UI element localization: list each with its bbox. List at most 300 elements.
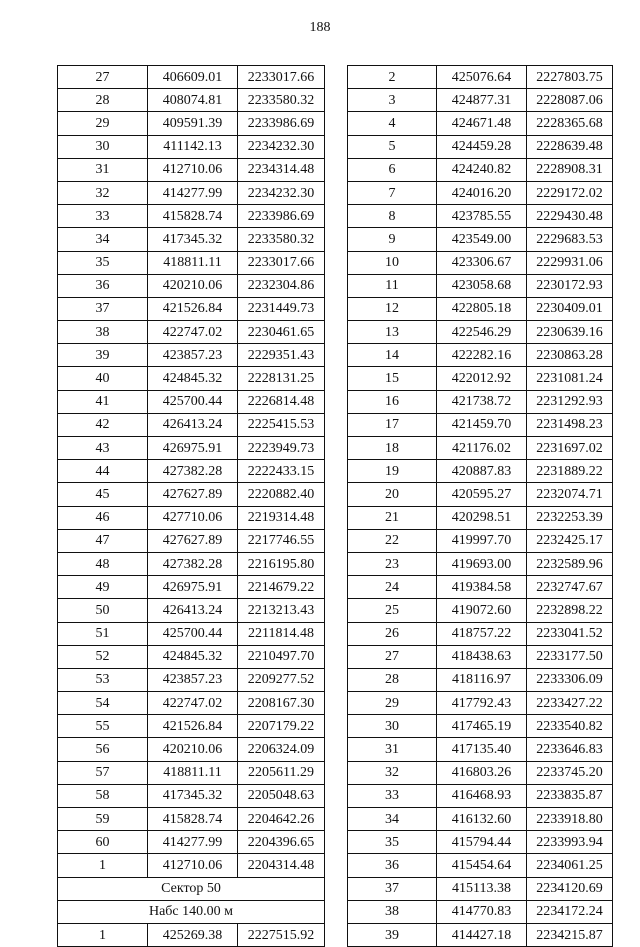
table-row: [348, 297, 613, 320]
point-number-cell: 1: [58, 854, 148, 877]
point-number-cell: 46: [58, 506, 148, 529]
x-coordinate-cell: 421176.02: [437, 437, 527, 460]
y-coordinate-cell: 2233580.32: [238, 89, 325, 112]
y-coordinate-cell: 2234120.69: [527, 877, 613, 900]
y-coordinate-cell: 2232898.22: [527, 599, 613, 622]
table-row: [348, 692, 613, 715]
table-row: [58, 158, 325, 181]
point-number-cell: 47: [58, 529, 148, 552]
table-row: [58, 367, 325, 390]
point-number-cell: 60: [58, 831, 148, 854]
y-coordinate-cell: 2230461.65: [238, 321, 325, 344]
x-coordinate-cell: 422747.02: [148, 692, 238, 715]
point-number-cell: 29: [58, 112, 148, 135]
y-coordinate-cell: 2227803.75: [527, 66, 613, 89]
y-coordinate-cell: 2222433.15: [238, 460, 325, 483]
y-coordinate-cell: 2228365.68: [527, 112, 613, 135]
coordinates-table-right: [347, 65, 613, 947]
point-number-cell: 22: [348, 529, 437, 552]
y-coordinate-cell: 2231697.02: [527, 437, 613, 460]
x-coordinate-cell: 420210.06: [148, 274, 238, 297]
y-coordinate-cell: 2228131.25: [238, 367, 325, 390]
table-row: [348, 923, 613, 946]
x-coordinate-cell: 415454.64: [437, 854, 527, 877]
x-coordinate-cell: 427627.89: [148, 529, 238, 552]
x-coordinate-cell: 414277.99: [148, 831, 238, 854]
x-coordinate-cell: 417465.19: [437, 715, 527, 738]
table-row: [348, 89, 613, 112]
x-coordinate-cell: 417135.40: [437, 738, 527, 761]
table-row: [348, 321, 613, 344]
y-coordinate-cell: 2228639.48: [527, 135, 613, 158]
x-coordinate-cell: 422805.18: [437, 297, 527, 320]
table-row: [58, 784, 325, 807]
table-row: [58, 576, 325, 599]
y-coordinate-cell: 2233427.22: [527, 692, 613, 715]
x-coordinate-cell: 408074.81: [148, 89, 238, 112]
table-row: [58, 483, 325, 506]
y-coordinate-cell: 2233835.87: [527, 784, 613, 807]
y-coordinate-cell: 2213213.43: [238, 599, 325, 622]
x-coordinate-cell: 418116.97: [437, 668, 527, 691]
table-row: [58, 390, 325, 413]
point-number-cell: 44: [58, 460, 148, 483]
point-number-cell: 24: [348, 576, 437, 599]
point-number-cell: 39: [58, 344, 148, 367]
x-coordinate-cell: 417345.32: [148, 228, 238, 251]
x-coordinate-cell: 419072.60: [437, 599, 527, 622]
y-coordinate-cell: 2233306.09: [527, 668, 613, 691]
x-coordinate-cell: 422747.02: [148, 321, 238, 344]
table-row: [58, 552, 325, 575]
table-row: [348, 900, 613, 923]
table-row: [348, 877, 613, 900]
table-row: [348, 135, 613, 158]
point-number-cell: 28: [348, 668, 437, 691]
table-row: [58, 831, 325, 854]
point-number-cell: 25: [348, 599, 437, 622]
y-coordinate-cell: 2233540.82: [527, 715, 613, 738]
point-number-cell: 16: [348, 390, 437, 413]
x-coordinate-cell: 418811.11: [148, 251, 238, 274]
x-coordinate-cell: 412710.06: [148, 158, 238, 181]
table-row: [348, 854, 613, 877]
point-number-cell: 14: [348, 344, 437, 367]
point-number-cell: 35: [348, 831, 437, 854]
table-row: [58, 89, 325, 112]
x-coordinate-cell: 416132.60: [437, 808, 527, 831]
y-coordinate-cell: 2229172.02: [527, 181, 613, 204]
y-coordinate-cell: 2205611.29: [238, 761, 325, 784]
x-coordinate-cell: 426413.24: [148, 599, 238, 622]
point-number-cell: 19: [348, 460, 437, 483]
y-coordinate-cell: 2204642.26: [238, 808, 325, 831]
point-number-cell: 31: [348, 738, 437, 761]
table-row: [58, 668, 325, 691]
table-row: [58, 460, 325, 483]
table-row: [58, 854, 325, 877]
point-number-cell: 28: [58, 89, 148, 112]
table-row: [58, 738, 325, 761]
table-row: [348, 738, 613, 761]
table-row: [348, 784, 613, 807]
point-number-cell: 12: [348, 297, 437, 320]
y-coordinate-cell: 2232074.71: [527, 483, 613, 506]
y-coordinate-cell: 2231889.22: [527, 460, 613, 483]
point-number-cell: 20: [348, 483, 437, 506]
table-row: [348, 181, 613, 204]
y-coordinate-cell: 2226814.48: [238, 390, 325, 413]
x-coordinate-cell: 427382.28: [148, 460, 238, 483]
x-coordinate-cell: 420887.83: [437, 460, 527, 483]
point-number-cell: 8: [348, 205, 437, 228]
y-coordinate-cell: 2230172.93: [527, 274, 613, 297]
table-row: [58, 274, 325, 297]
x-coordinate-cell: 422282.16: [437, 344, 527, 367]
y-coordinate-cell: 2229931.06: [527, 251, 613, 274]
table-row: [58, 321, 325, 344]
y-coordinate-cell: 2233986.69: [238, 205, 325, 228]
table-row: [348, 599, 613, 622]
table-row: [58, 205, 325, 228]
y-coordinate-cell: 2232589.96: [527, 552, 613, 575]
table-row: [58, 228, 325, 251]
y-coordinate-cell: 2208167.30: [238, 692, 325, 715]
point-number-cell: 38: [58, 321, 148, 344]
x-coordinate-cell: 419693.00: [437, 552, 527, 575]
x-coordinate-cell: 418757.22: [437, 622, 527, 645]
y-coordinate-cell: 2232253.39: [527, 506, 613, 529]
x-coordinate-cell: 425700.44: [148, 622, 238, 645]
table-row: [58, 761, 325, 784]
table-row: [348, 576, 613, 599]
x-coordinate-cell: 424845.32: [148, 645, 238, 668]
point-number-cell: 30: [58, 135, 148, 158]
x-coordinate-cell: 422012.92: [437, 367, 527, 390]
y-coordinate-cell: 2234232.30: [238, 135, 325, 158]
table-row: [58, 297, 325, 320]
section-row: [58, 877, 325, 900]
point-number-cell: 36: [348, 854, 437, 877]
table-row: [58, 692, 325, 715]
point-number-cell: 39: [348, 923, 437, 946]
point-number-cell: 32: [58, 181, 148, 204]
y-coordinate-cell: 2229351.43: [238, 344, 325, 367]
x-coordinate-cell: 423857.23: [148, 668, 238, 691]
point-number-cell: 18: [348, 437, 437, 460]
x-coordinate-cell: 423549.00: [437, 228, 527, 251]
table-row: [348, 529, 613, 552]
point-number-cell: 26: [348, 622, 437, 645]
x-coordinate-cell: 425269.38: [148, 923, 238, 946]
point-number-cell: 52: [58, 645, 148, 668]
x-coordinate-cell: 417345.32: [148, 784, 238, 807]
point-number-cell: 9: [348, 228, 437, 251]
x-coordinate-cell: 420298.51: [437, 506, 527, 529]
point-number-cell: 6: [348, 158, 437, 181]
y-coordinate-cell: 2234232.30: [238, 181, 325, 204]
x-coordinate-cell: 426413.24: [148, 413, 238, 436]
x-coordinate-cell: 415794.44: [437, 831, 527, 854]
table-row: [348, 552, 613, 575]
x-coordinate-cell: 416803.26: [437, 761, 527, 784]
point-number-cell: 34: [348, 808, 437, 831]
point-number-cell: 27: [58, 66, 148, 89]
table-row: [58, 622, 325, 645]
x-coordinate-cell: 423306.67: [437, 251, 527, 274]
point-number-cell: 55: [58, 715, 148, 738]
x-coordinate-cell: 422546.29: [437, 321, 527, 344]
table-row: [58, 437, 325, 460]
point-number-cell: 56: [58, 738, 148, 761]
point-number-cell: 37: [348, 877, 437, 900]
point-number-cell: 29: [348, 692, 437, 715]
x-coordinate-cell: 424016.20: [437, 181, 527, 204]
section-title: Сектор 50: [58, 877, 325, 900]
x-coordinate-cell: 409591.39: [148, 112, 238, 135]
table-row: [58, 599, 325, 622]
y-coordinate-cell: 2207179.22: [238, 715, 325, 738]
point-number-cell: 50: [58, 599, 148, 622]
point-number-cell: 54: [58, 692, 148, 715]
x-coordinate-cell: 424671.48: [437, 112, 527, 135]
x-coordinate-cell: 421459.70: [437, 413, 527, 436]
x-coordinate-cell: 415828.74: [148, 808, 238, 831]
point-number-cell: 32: [348, 761, 437, 784]
y-coordinate-cell: 2230409.01: [527, 297, 613, 320]
point-number-cell: 33: [58, 205, 148, 228]
table-row: [348, 808, 613, 831]
section-row: [58, 900, 325, 923]
table-row: [348, 715, 613, 738]
table-row: [348, 344, 613, 367]
point-number-cell: 48: [58, 552, 148, 575]
x-coordinate-cell: 421526.84: [148, 715, 238, 738]
y-coordinate-cell: 2225415.53: [238, 413, 325, 436]
x-coordinate-cell: 423857.23: [148, 344, 238, 367]
point-number-cell: 33: [348, 784, 437, 807]
x-coordinate-cell: 425076.64: [437, 66, 527, 89]
point-number-cell: 36: [58, 274, 148, 297]
y-coordinate-cell: 2210497.70: [238, 645, 325, 668]
y-coordinate-cell: 2232425.17: [527, 529, 613, 552]
table-row: [58, 413, 325, 436]
y-coordinate-cell: 2219314.48: [238, 506, 325, 529]
x-coordinate-cell: 421738.72: [437, 390, 527, 413]
table-row: [58, 506, 325, 529]
x-coordinate-cell: 427382.28: [148, 552, 238, 575]
y-coordinate-cell: 2209277.52: [238, 668, 325, 691]
point-number-cell: 57: [58, 761, 148, 784]
x-coordinate-cell: 415113.38: [437, 877, 527, 900]
table-row: [348, 668, 613, 691]
y-coordinate-cell: 2231081.24: [527, 367, 613, 390]
x-coordinate-cell: 426975.91: [148, 437, 238, 460]
point-number-cell: 21: [348, 506, 437, 529]
point-number-cell: 40: [58, 367, 148, 390]
table-row: [348, 390, 613, 413]
x-coordinate-cell: 420595.27: [437, 483, 527, 506]
point-number-cell: 49: [58, 576, 148, 599]
point-number-cell: 45: [58, 483, 148, 506]
point-number-cell: 1: [58, 923, 148, 946]
y-coordinate-cell: 2230863.28: [527, 344, 613, 367]
y-coordinate-cell: 2234172.24: [527, 900, 613, 923]
point-number-cell: 5: [348, 135, 437, 158]
point-number-cell: 53: [58, 668, 148, 691]
section-height: Набс 140.00 м: [58, 900, 325, 923]
table-row: [348, 205, 613, 228]
table-row: [58, 715, 325, 738]
y-coordinate-cell: 2216195.80: [238, 552, 325, 575]
y-coordinate-cell: 2228087.06: [527, 89, 613, 112]
point-number-cell: 10: [348, 251, 437, 274]
table-row: [348, 228, 613, 251]
y-coordinate-cell: 2229430.48: [527, 205, 613, 228]
point-number-cell: 35: [58, 251, 148, 274]
x-coordinate-cell: 424240.82: [437, 158, 527, 181]
point-number-cell: 11: [348, 274, 437, 297]
x-coordinate-cell: 414770.83: [437, 900, 527, 923]
x-coordinate-cell: 416468.93: [437, 784, 527, 807]
table-row: [348, 413, 613, 436]
y-coordinate-cell: 2233041.52: [527, 622, 613, 645]
y-coordinate-cell: 2233017.66: [238, 66, 325, 89]
y-coordinate-cell: 2211814.48: [238, 622, 325, 645]
x-coordinate-cell: 411142.13: [148, 135, 238, 158]
y-coordinate-cell: 2223949.73: [238, 437, 325, 460]
x-coordinate-cell: 415828.74: [148, 205, 238, 228]
table-row: [348, 251, 613, 274]
point-number-cell: 37: [58, 297, 148, 320]
x-coordinate-cell: 418811.11: [148, 761, 238, 784]
x-coordinate-cell: 406609.01: [148, 66, 238, 89]
point-number-cell: 42: [58, 413, 148, 436]
y-coordinate-cell: 2233017.66: [238, 251, 325, 274]
point-number-cell: 59: [58, 808, 148, 831]
y-coordinate-cell: 2233993.94: [527, 831, 613, 854]
table-row: [58, 135, 325, 158]
table-row: [58, 808, 325, 831]
x-coordinate-cell: 423058.68: [437, 274, 527, 297]
x-coordinate-cell: 426975.91: [148, 576, 238, 599]
y-coordinate-cell: 2220882.40: [238, 483, 325, 506]
point-number-cell: 43: [58, 437, 148, 460]
point-number-cell: 2: [348, 66, 437, 89]
table-row: [58, 923, 325, 946]
x-coordinate-cell: 412710.06: [148, 854, 238, 877]
point-number-cell: 27: [348, 645, 437, 668]
y-coordinate-cell: 2206324.09: [238, 738, 325, 761]
x-coordinate-cell: 424877.31: [437, 89, 527, 112]
x-coordinate-cell: 425700.44: [148, 390, 238, 413]
y-coordinate-cell: 2234061.25: [527, 854, 613, 877]
y-coordinate-cell: 2233177.50: [527, 645, 613, 668]
coordinates-table-left: [57, 65, 325, 947]
y-coordinate-cell: 2214679.22: [238, 576, 325, 599]
table-row: [58, 66, 325, 89]
point-number-cell: 23: [348, 552, 437, 575]
point-number-cell: 3: [348, 89, 437, 112]
table-row: [348, 158, 613, 181]
y-coordinate-cell: 2232747.67: [527, 576, 613, 599]
x-coordinate-cell: 417792.43: [437, 692, 527, 715]
y-coordinate-cell: 2205048.63: [238, 784, 325, 807]
point-number-cell: 51: [58, 622, 148, 645]
y-coordinate-cell: 2233646.83: [527, 738, 613, 761]
y-coordinate-cell: 2204396.65: [238, 831, 325, 854]
table-row: [348, 274, 613, 297]
table-row: [348, 831, 613, 854]
table-row: [348, 645, 613, 668]
table-row: [348, 761, 613, 784]
point-number-cell: 30: [348, 715, 437, 738]
table-row: [58, 529, 325, 552]
x-coordinate-cell: 421526.84: [148, 297, 238, 320]
table-row: [348, 483, 613, 506]
point-number-cell: 34: [58, 228, 148, 251]
table-row: [348, 367, 613, 390]
table-row: [58, 181, 325, 204]
x-coordinate-cell: 424845.32: [148, 367, 238, 390]
point-number-cell: 41: [58, 390, 148, 413]
point-number-cell: 4: [348, 112, 437, 135]
x-coordinate-cell: 424459.28: [437, 135, 527, 158]
point-number-cell: 38: [348, 900, 437, 923]
table-row: [348, 112, 613, 135]
table-row: [58, 344, 325, 367]
y-coordinate-cell: 2217746.55: [238, 529, 325, 552]
point-number-cell: 7: [348, 181, 437, 204]
x-coordinate-cell: 423785.55: [437, 205, 527, 228]
x-coordinate-cell: 414427.18: [437, 923, 527, 946]
y-coordinate-cell: 2232304.86: [238, 274, 325, 297]
y-coordinate-cell: 2233580.32: [238, 228, 325, 251]
x-coordinate-cell: 427627.89: [148, 483, 238, 506]
y-coordinate-cell: 2234215.87: [527, 923, 613, 946]
table-row: [348, 622, 613, 645]
y-coordinate-cell: 2231498.23: [527, 413, 613, 436]
y-coordinate-cell: 2228908.31: [527, 158, 613, 181]
table-row: [348, 506, 613, 529]
table-row: [58, 645, 325, 668]
table-row: [348, 437, 613, 460]
point-number-cell: 31: [58, 158, 148, 181]
page-number: 188: [309, 20, 331, 35]
table-row: [58, 112, 325, 135]
table-row: [58, 251, 325, 274]
x-coordinate-cell: 414277.99: [148, 181, 238, 204]
point-number-cell: 17: [348, 413, 437, 436]
point-number-cell: 13: [348, 321, 437, 344]
x-coordinate-cell: 418438.63: [437, 645, 527, 668]
y-coordinate-cell: 2234314.48: [238, 158, 325, 181]
y-coordinate-cell: 2231449.73: [238, 297, 325, 320]
point-number-cell: 15: [348, 367, 437, 390]
y-coordinate-cell: 2233986.69: [238, 112, 325, 135]
y-coordinate-cell: 2227515.92: [238, 923, 325, 946]
y-coordinate-cell: 2204314.48: [238, 854, 325, 877]
x-coordinate-cell: 420210.06: [148, 738, 238, 761]
x-coordinate-cell: 419997.70: [437, 529, 527, 552]
y-coordinate-cell: 2231292.93: [527, 390, 613, 413]
point-number-cell: 58: [58, 784, 148, 807]
y-coordinate-cell: 2229683.53: [527, 228, 613, 251]
x-coordinate-cell: 419384.58: [437, 576, 527, 599]
table-row: [348, 66, 613, 89]
table-row: [348, 460, 613, 483]
y-coordinate-cell: 2233918.80: [527, 808, 613, 831]
